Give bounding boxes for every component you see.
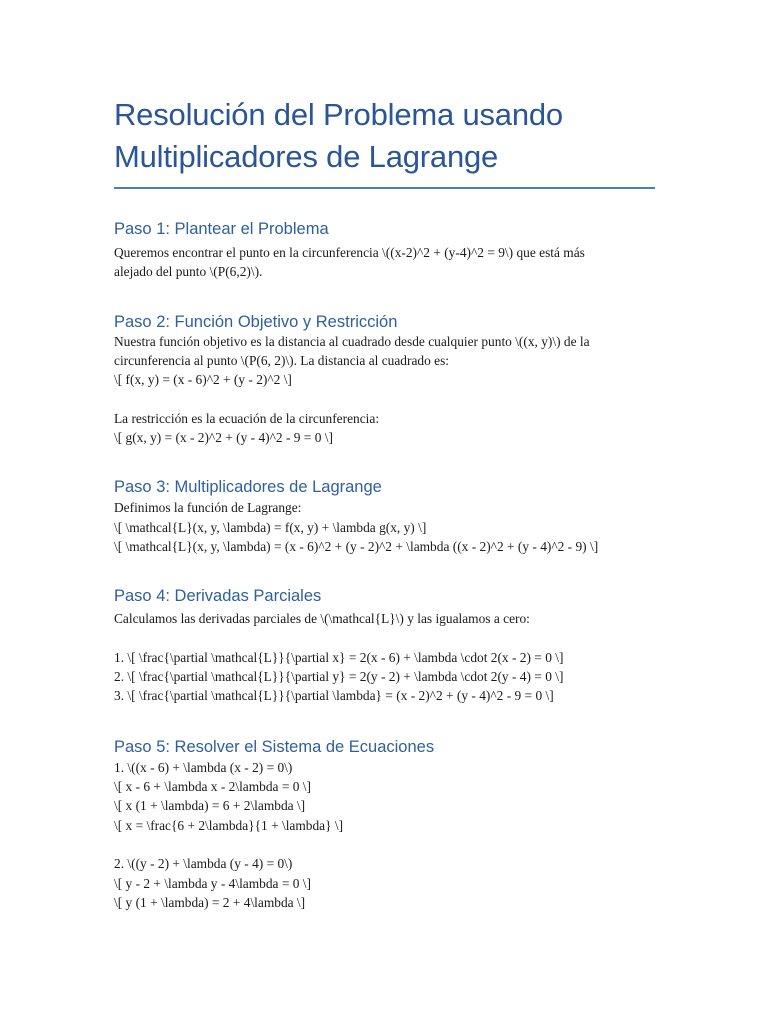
section-heading: Paso 2: Función Objetivo y Restricción — [114, 312, 398, 331]
equation-line: \[ \mathcal{L}(x, y, \lambda) = f(x, y) + \lambda g(x, y) \] — [114, 519, 427, 535]
equation-line: 1. \[ \frac{\partial \mathcal{L}}{\partial x} = 2(x - 6) + \lambda \cdot 2(x - 2) = 0 \] — [114, 649, 564, 665]
paragraph-line: Queremos encontrar el punto en la circunferencia \((x-2)^2 + (y-4)^2 = 9\) que está más — [114, 245, 585, 260]
paragraph-line: circunferencia al punto \(P(6, 2)\). La distancia al cuadrado es: — [114, 352, 449, 368]
equation-line: \[ g(x, y) = (x - 2)^2 + (y - 4)^2 - 9 = 0 \] — [114, 430, 333, 446]
blank-line — [114, 389, 674, 408]
equation-line: \[ x = \frac{6 + 2\lambda}{1 + \lambda} \] — [114, 817, 344, 833]
section-paso-3 — [114, 475, 674, 556]
section-heading: Paso 3: Multiplicadores de Lagrange — [114, 478, 382, 497]
section-paso-1 — [114, 217, 674, 282]
paragraph-line: Nuestra función objetivo es la distancia al cuadrado desde cualquier punto \((x, y)\) de la — [114, 333, 590, 349]
document-page — [114, 0, 674, 912]
blank-line — [114, 629, 674, 648]
section-heading: Paso 4: Derivadas Parciales — [114, 587, 322, 606]
section-paso-5 — [114, 735, 674, 912]
paragraph-line: Calculamos las derivadas parciales de \(\mathcal{L}\) y las igualamos a cero: — [114, 611, 530, 627]
equation-line: \[ f(x, y) = (x - 6)^2 + (y - 2)^2 \] — [114, 372, 292, 388]
paragraph-line: Definimos la función de Lagrange: — [114, 500, 302, 516]
equation-line: 1. \((x - 6) + \lambda (x - 2) = 0\) — [114, 759, 293, 775]
equation-line: 2. \[ \frac{\partial \mathcal{L}}{\partial y} = 2(y - 2) + \lambda \cdot 2(y - 4) = 0 \] — [114, 669, 564, 685]
equation-line: 3. \[ \frac{\partial \mathcal{L}}{\partial \lambda} = (x - 2)^2 + (y - 4)^2 - 9 = 0 \] — [114, 688, 554, 704]
equation-line: 2. \((y - 2) + \lambda (y - 4) = 0\) — [114, 856, 293, 872]
section-heading: Paso 5: Resolver el Sistema de Ecuaciones — [114, 737, 435, 756]
equation-line: \[ x (1 + \lambda) = 6 + 2\lambda \] — [114, 798, 306, 814]
document-title — [114, 94, 674, 178]
section-paso-2 — [114, 310, 674, 448]
equation-line: \[ y (1 + \lambda) = 2 + 4\lambda \] — [114, 894, 306, 910]
title-line-2: Multiplicadores de Lagrange — [114, 139, 499, 174]
title-underline — [114, 187, 655, 189]
paragraph-line: La restricción es la ecuación de la circunferencia: — [114, 410, 380, 426]
equation-line: \[ \mathcal{L}(x, y, \lambda) = (x - 6)^2 + (y - 2)^2 + \lambda ((x - 2)^2 + (y - 4)^2 - 9) \] — [114, 538, 599, 554]
equation-line: \[ y - 2 + \lambda y - 4\lambda = 0 \] — [114, 875, 311, 891]
equation-line: \[ x - 6 + \lambda x - 2\lambda = 0 \] — [114, 779, 311, 795]
title-line-1: Resolución del Problema usando — [114, 97, 563, 132]
section-paso-4 — [114, 584, 674, 705]
blank-line — [114, 835, 674, 854]
paragraph-line: alejado del punto \(P(6,2)\). — [114, 264, 263, 280]
section-heading: Paso 1: Plantear el Problema — [114, 220, 329, 238]
